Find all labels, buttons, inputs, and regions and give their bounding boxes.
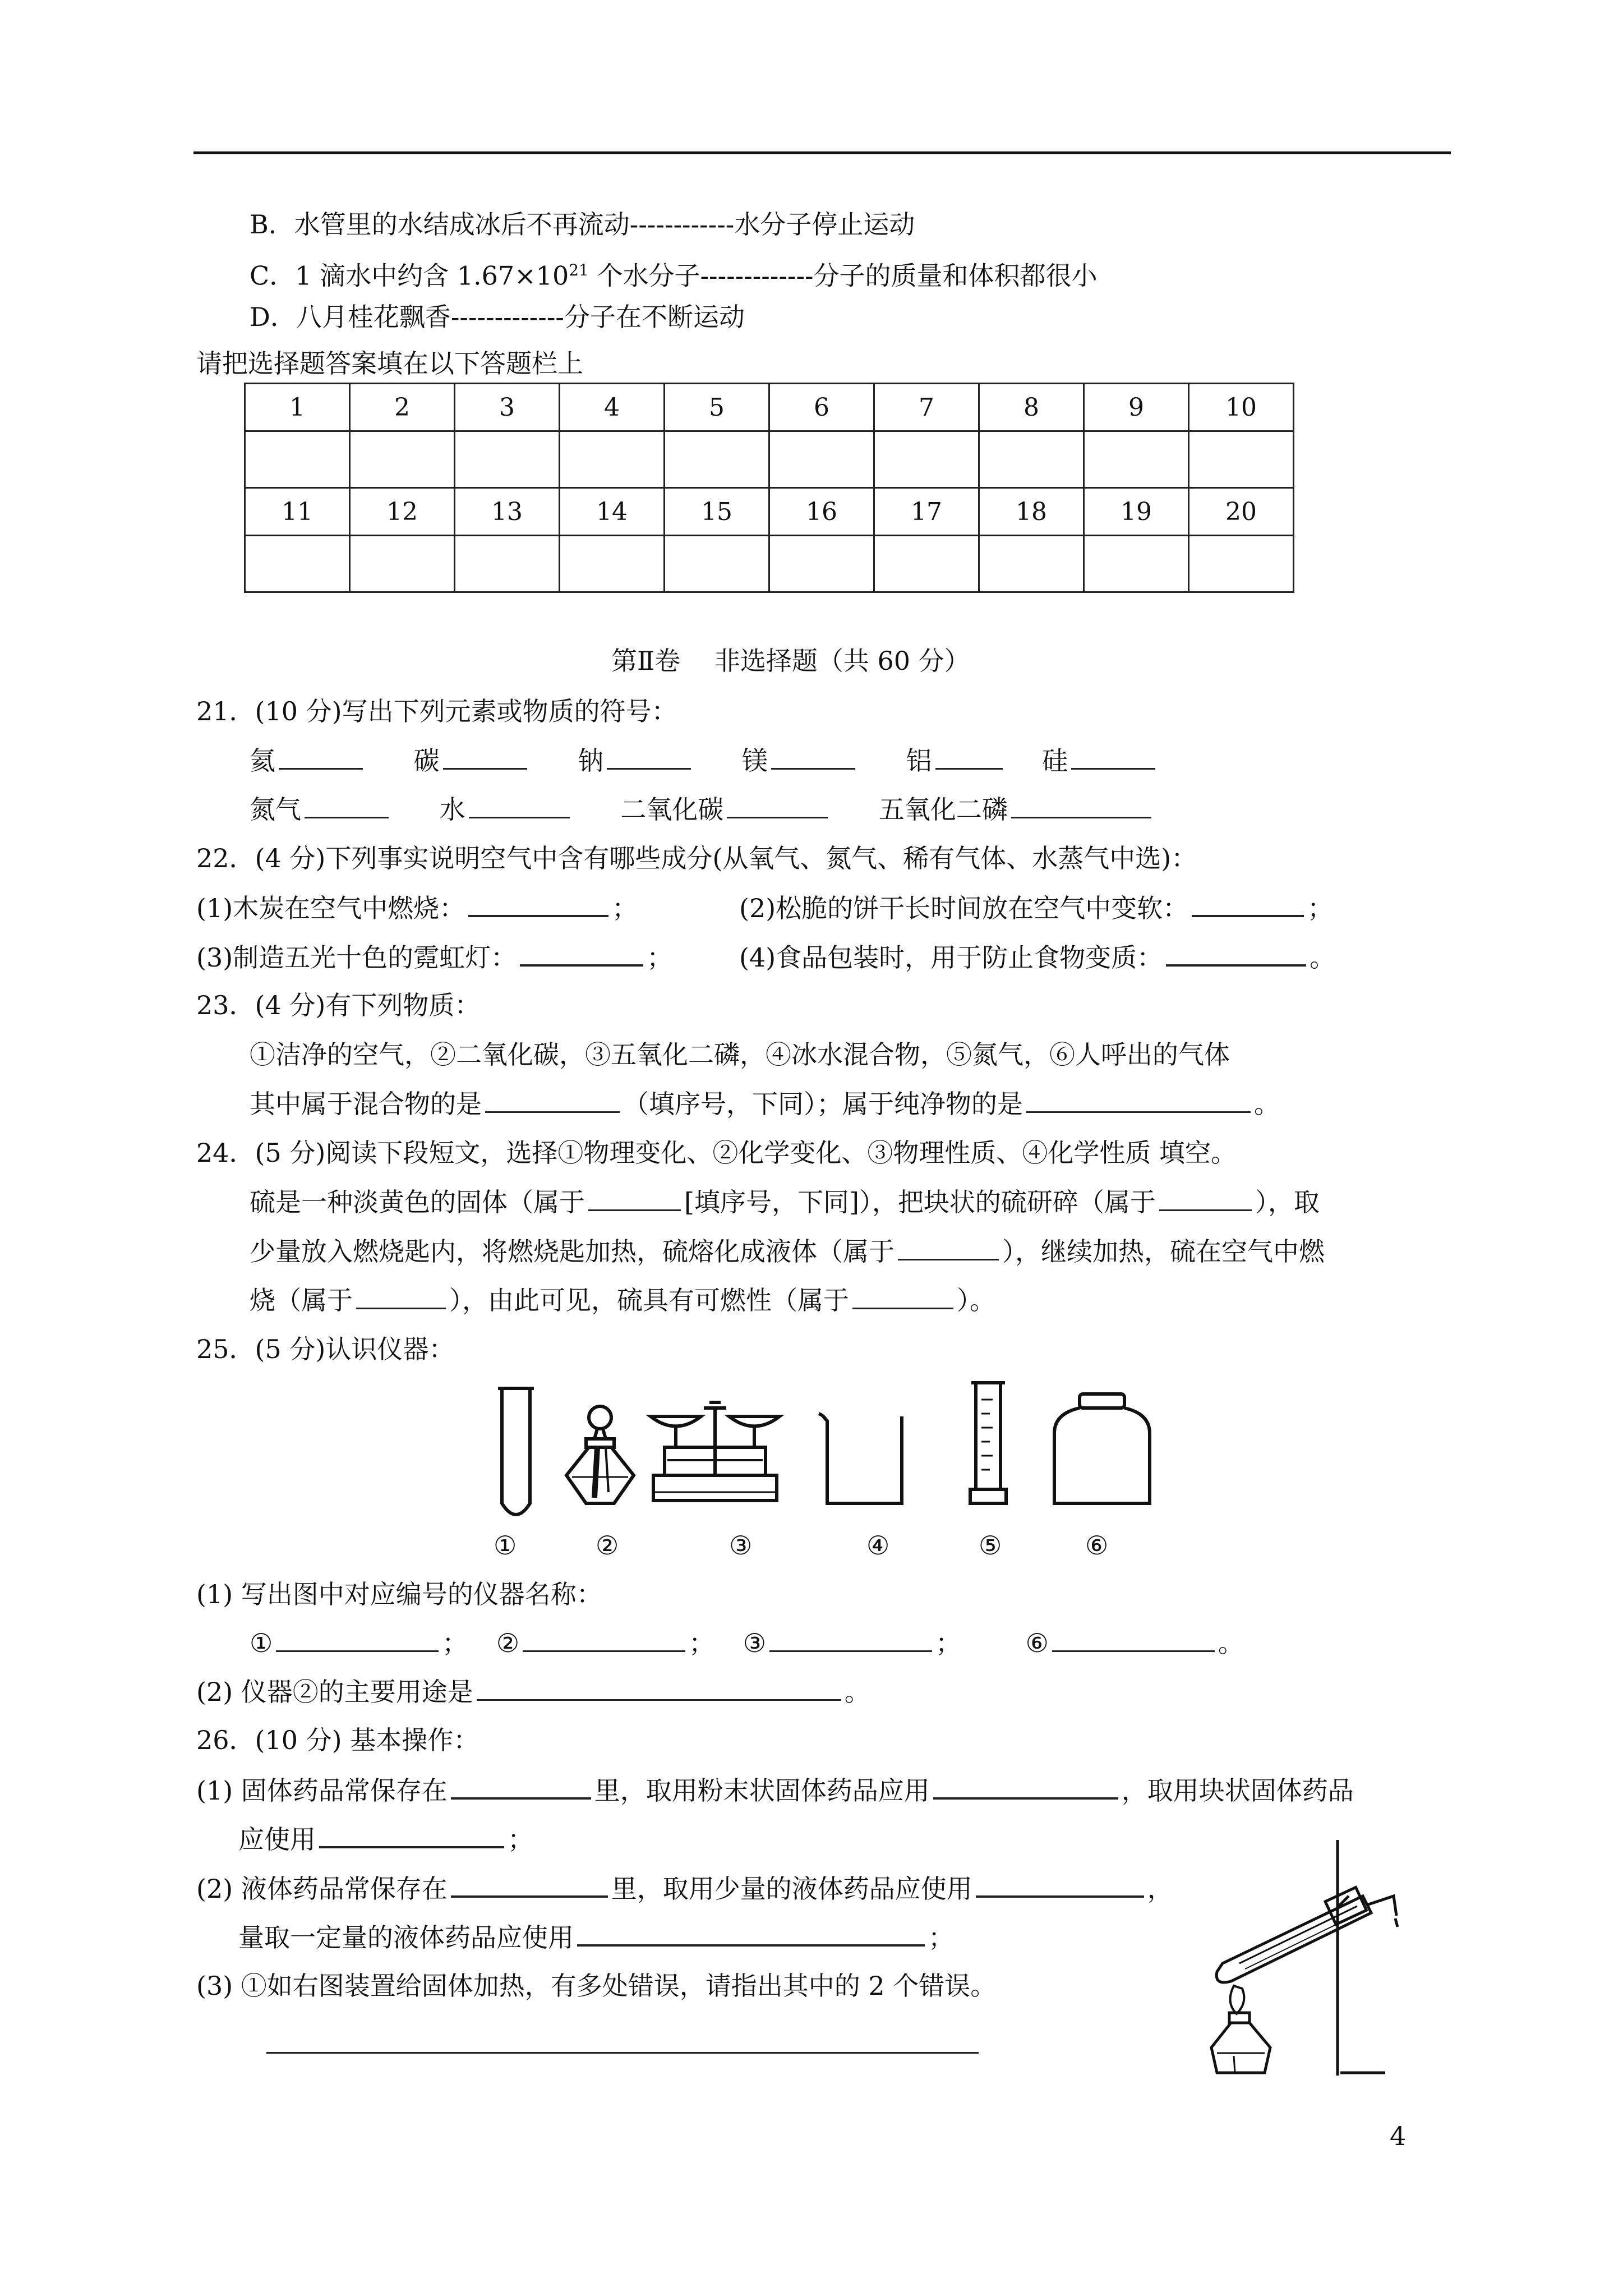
test-tube-icon <box>498 1388 534 1515</box>
answer-table <box>244 383 1294 593</box>
q26-line1: (1) 固体药品常保存在 里，取用粉末状固体药品应用 ，取用块状固体药品 <box>196 1773 1354 1807</box>
wide-mouth-bottle-icon <box>1054 1394 1150 1503</box>
instrument-label-3: ③ <box>729 1530 753 1561</box>
q21-blank[interactable] <box>443 743 527 770</box>
answer-cell-label: 8 <box>979 384 1084 431</box>
q26-line1-cont: 应使用 ； <box>238 1821 533 1856</box>
q21-stem: 21．(10 分)写出下列元素或物质的符号： <box>196 696 677 726</box>
q21-blank[interactable] <box>935 743 1003 770</box>
q21-blank[interactable] <box>305 792 389 818</box>
answer-cell[interactable] <box>769 431 874 488</box>
instrument-label-4: ④ <box>866 1530 890 1561</box>
q21-blank[interactable] <box>1011 792 1151 818</box>
q25-sub2: (2) 仪器②的主要用途是 。 <box>196 1674 870 1709</box>
answer-cell-label: 18 <box>979 488 1084 536</box>
q23-blank[interactable] <box>485 1087 620 1113</box>
answer-cell[interactable] <box>455 431 560 488</box>
q21-row2: 氮气 水 二氧化碳 五氧化二磷 <box>250 792 1155 826</box>
option-d: D．八月桂花飘香-------------分子在不断运动 <box>250 302 745 332</box>
q22-blank[interactable] <box>520 940 643 967</box>
answer-cell[interactable] <box>979 536 1084 592</box>
q24-line1: 硫是一种淡黄色的固体（属于 [填序号，下同]），把块状的硫研碎（属于 ），取 <box>250 1185 1320 1219</box>
answer-cell[interactable] <box>665 536 769 592</box>
answer-cell-label: 11 <box>245 488 350 536</box>
q24-blank[interactable] <box>588 1185 681 1211</box>
q25-blank[interactable] <box>523 1626 685 1652</box>
answer-cell[interactable] <box>1084 431 1189 488</box>
q24-blank[interactable] <box>356 1283 446 1309</box>
q22-line1: (1)木炭在空气中燃烧： ； <box>196 890 638 925</box>
instruments-figure <box>482 1377 1155 1562</box>
q21-blank[interactable] <box>727 792 828 818</box>
alcohol-lamp-icon <box>566 1406 634 1503</box>
instrument-label-5: ⑤ <box>979 1530 1002 1561</box>
answer-cell-label: 7 <box>874 384 979 431</box>
q25-blank[interactable] <box>477 1674 841 1701</box>
alcohol-lamp-icon <box>1211 1986 1270 2073</box>
answer-cell-label: 6 <box>769 384 874 431</box>
q26-blank[interactable] <box>933 1773 1118 1800</box>
section-title: 第Ⅱ卷 非选择题（共 60 分） <box>611 646 970 676</box>
answer-cell-label: 14 <box>560 488 665 536</box>
q25-stem: 25．(5 分)认识仪器： <box>196 1334 455 1364</box>
q24-blank[interactable] <box>898 1234 999 1260</box>
q26-line2-cont: 量取一定量的液体药品应使用 ； <box>238 1920 954 1954</box>
q24-blank[interactable] <box>852 1283 953 1309</box>
q23-question: 其中属于混合物的是 （填序号，下同）；属于纯净物的是 。 <box>250 1087 1280 1121</box>
q21-blank[interactable] <box>279 743 363 770</box>
answer-cell[interactable] <box>1084 536 1189 592</box>
instrument-label-1: ① <box>494 1530 517 1561</box>
option-c: C．1 滴水中约含 $1.67\times 10^{21}$ 个水分子-------------分子的质量和体积都很小 <box>250 260 1098 291</box>
q24-line2: 少量放入燃烧匙内，将燃烧匙加热，硫熔化成液体（属于 ），继续加热，硫在空气中燃 <box>250 1234 1325 1268</box>
q22-stem: 22．(4 分)下列事实说明空气中含有哪些成分(从氧气、氮气、稀有气体、水蒸气中选)： <box>196 843 1197 873</box>
q23-blank[interactable] <box>1026 1087 1251 1113</box>
q25-blank[interactable] <box>769 1626 932 1652</box>
header-rule <box>193 151 1451 154</box>
answer-cell-label: 3 <box>455 384 560 431</box>
answer-cell[interactable] <box>769 536 874 592</box>
q26-blank[interactable] <box>976 1871 1144 1898</box>
q21-blank[interactable] <box>607 743 691 770</box>
answer-cell-label: 10 <box>1189 384 1294 431</box>
answer-cell[interactable] <box>874 536 979 592</box>
q25-fill-line: ① ； ② ； ③ ； ⑥ 。 <box>250 1626 1244 1660</box>
answer-cell[interactable] <box>245 536 350 592</box>
iron-stand-icon <box>1338 1840 1385 2076</box>
q22-line2b: (4)食品包装时，用于防止食物变质： 。 <box>739 940 1335 974</box>
answer-cell[interactable] <box>560 431 665 488</box>
answer-instruction: 请把选择题答案填在以下答题栏上 <box>196 348 583 379</box>
delivery-tube-icon <box>1368 1896 1398 1927</box>
q26-answer-line[interactable] <box>266 2052 979 2054</box>
q23-stem: 23．(4 分)有下列物质： <box>196 990 481 1020</box>
answer-cell-label: 19 <box>1084 488 1189 536</box>
q26-line3: (3) ①如右图装置给固体加热，有多处错误，请指出其中的 2 个错误。 <box>196 1971 997 2001</box>
answer-cell-label: 2 <box>350 384 455 431</box>
heating-apparatus-figure <box>1200 1834 1408 2081</box>
q26-blank[interactable] <box>319 1821 504 1848</box>
page-number: 4 <box>1390 2121 1407 2151</box>
answer-cell[interactable] <box>455 536 560 592</box>
beaker-icon <box>819 1414 902 1503</box>
q25-sub1: (1) 写出图中对应编号的仪器名称： <box>196 1579 602 1609</box>
q22-blank[interactable] <box>1192 890 1304 917</box>
option-b: B．水管里的水结成冰后不再流动------------水分子停止运动 <box>250 209 915 240</box>
answer-cell[interactable] <box>350 536 455 592</box>
instrument-label-6: ⑥ <box>1085 1530 1109 1561</box>
q26-blank[interactable] <box>577 1920 925 1947</box>
q26-blank[interactable] <box>451 1773 591 1800</box>
answer-cell-label: 12 <box>350 488 455 536</box>
q25-blank[interactable] <box>1052 1626 1215 1652</box>
instrument-label-2: ② <box>596 1530 619 1561</box>
answer-cell-label: 20 <box>1189 488 1294 536</box>
answer-cell-label: 1 <box>245 384 350 431</box>
q24-stem: 24．(5 分)阅读下段短文，选择①物理变化、②化学变化、③物理性质、④化学性质 填空。 <box>196 1138 1237 1168</box>
q26-stem: 26．(10 分) 基本操作： <box>196 1725 479 1755</box>
answer-cell[interactable] <box>245 431 350 488</box>
answer-cell[interactable] <box>979 431 1084 488</box>
q25-blank[interactable] <box>276 1626 439 1652</box>
q21-blank[interactable] <box>771 743 855 770</box>
answer-cell[interactable] <box>1189 536 1294 592</box>
answer-cell-label: 5 <box>665 384 769 431</box>
graduated-cylinder-icon <box>970 1383 1006 1503</box>
q21-blank[interactable] <box>469 792 570 818</box>
balance-icon <box>651 1402 780 1501</box>
answer-cell-label: 13 <box>455 488 560 536</box>
q26-blank[interactable] <box>451 1871 608 1898</box>
q22-line1b: (2)松脆的饼干长时间放在空气中变软： ； <box>739 890 1333 925</box>
q22-line2: (3)制造五光十色的霓虹灯： ； <box>196 940 672 974</box>
answer-cell[interactable] <box>560 536 665 592</box>
q22-blank[interactable] <box>468 890 608 917</box>
answer-cell-label: 15 <box>665 488 769 536</box>
answer-cell-label: 4 <box>560 384 665 431</box>
answer-cell-label: 17 <box>874 488 979 536</box>
answer-cell[interactable] <box>1189 431 1294 488</box>
q23-items: ①洁净的空气，②二氧化碳，③五氧化二磷，④冰水混合物，⑤氮气，⑥人呼出的气体 <box>250 1039 1230 1070</box>
q24-blank[interactable] <box>1159 1185 1252 1211</box>
answer-cell-label: 16 <box>769 488 874 536</box>
slanted-test-tube-icon <box>1216 1896 1371 1982</box>
q21-blank[interactable] <box>1071 743 1155 770</box>
answer-cell[interactable] <box>874 431 979 488</box>
q21-row1: 氦 碳 钠 镁 铝 硅 <box>250 743 1159 777</box>
answer-cell[interactable] <box>665 431 769 488</box>
answer-cell[interactable] <box>350 431 455 488</box>
q26-line2: (2) 液体药品常保存在 里，取用少量的液体药品应使用 ， <box>196 1871 1173 1906</box>
q22-blank[interactable] <box>1166 940 1306 967</box>
answer-cell-label: 9 <box>1084 384 1189 431</box>
q24-line3: 烧（属于 ），由此可见，硫具有可燃性（属于 ）。 <box>250 1283 995 1317</box>
